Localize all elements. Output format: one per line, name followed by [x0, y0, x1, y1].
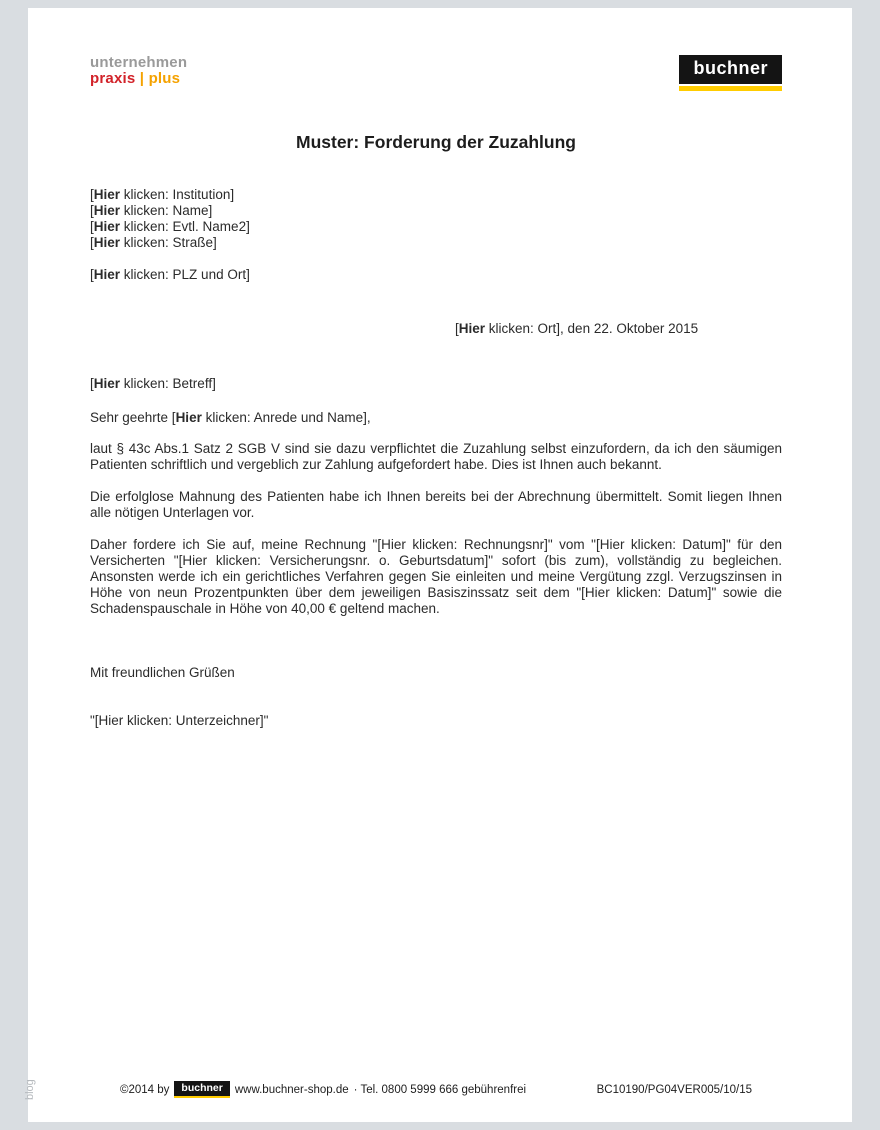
field-strasse[interactable] — [90, 235, 782, 251]
body-paragraph-2: Die erfolglose Mahnung des Patienten habe ich Ihnen bereits bei der Abrechnung übermittelt. Somit liegen Ihnen alle nötigen Unterlagen vor. — [90, 489, 782, 520]
placeholder-hier: Hier — [93, 187, 121, 202]
unternehmen-praxis-plus-logo — [90, 55, 187, 87]
placeholder-post: klicken: Evtl. Name2] — [120, 219, 250, 234]
placeholder-post: klicken: Betreff] — [120, 376, 216, 391]
logo-word-praxis: praxis — [90, 70, 136, 87]
field-betreff[interactable] — [90, 376, 782, 392]
document-code: BC10190/PG04VER005/10/15 — [596, 1083, 752, 1096]
placeholder-hier: Hier — [93, 376, 121, 391]
field-name[interactable] — [90, 203, 782, 219]
placeholder-pre: [ — [90, 235, 94, 250]
placeholder-hier: Hier — [93, 203, 121, 218]
letterhead — [28, 8, 852, 91]
buchner-logo — [679, 55, 782, 91]
field-institution[interactable] — [90, 187, 782, 203]
footer-website-link[interactable]: www.buchner-shop.de — [234, 1083, 349, 1096]
placeholder-post: klicken: Ort], den 22. Oktober 2015 — [485, 321, 699, 336]
field-plz-ort[interactable] — [90, 267, 782, 283]
logo-word-unternehmen: unternehmen — [90, 54, 188, 71]
body-paragraph-3: Daher fordere ich Sie auf, meine Rechnung "[Hier klicken: Rechnungsnr]" vom "[Hier klicken: Datum]" für den Versicherten "[Hier klicken: Versicherungsnr. o. Geburtsdatum]" sofort (bis zum), vollständig zu begleichen. Ansonsten werde ich ein gerichtliches Verfahren gegen Sie einleiten und meine Vergütung zzgl. Verzugszinsen in Höhe von neun Prozentpunkten über dem jeweiligen Basiszinssatz seit dem "[Hier klicken: Datum]" sowie die Schadenspauschale in Höhe von 40,00 € geltend machen. — [90, 537, 782, 616]
letter-title: Muster: Forderung der Zuzahlung — [296, 132, 576, 152]
placeholder-pre: Sehr geehrte [ — [90, 410, 176, 425]
placeholder-post: klicken: Name] — [120, 203, 213, 218]
logo-word-plus: plus — [148, 70, 181, 87]
placeholder-hier: Hier — [93, 219, 121, 234]
placeholder-post: klicken: PLZ und Ort] — [120, 267, 250, 282]
placeholder-post: klicken: Straße] — [120, 235, 217, 250]
placeholder-hier: Hier — [93, 267, 121, 282]
placeholder-hier: Hier — [458, 321, 486, 336]
salutation-line[interactable] — [90, 410, 782, 426]
copyright-text: ©2014 by — [120, 1083, 170, 1096]
letter-body — [28, 131, 852, 729]
closing-line: Mit freundlichen Grüßen — [90, 665, 235, 680]
field-unterzeichner[interactable]: "[Hier klicken: Unterzeichner]" — [90, 713, 269, 728]
logo-separator: | — [139, 70, 145, 87]
placeholder-pre: [ — [90, 203, 94, 218]
document-page — [28, 8, 852, 1122]
buchner-footer-logo: buchner — [174, 1081, 229, 1098]
body-paragraph-1: laut § 43c Abs.1 Satz 2 SGB V sind sie dazu verpflichtet die Zuzahlung selbst einzufordern, da ich den säumigen Patienten schriftlich und vergeblich zur Zahlung aufgefordert habe. Dies ist Ihnen auch bekannt. — [90, 441, 782, 472]
buchner-logo-text: buchner — [679, 55, 782, 84]
logo-line-praxis-plus — [90, 71, 187, 87]
recipient-address-block — [90, 187, 782, 251]
placeholder-pre: [ — [455, 321, 459, 336]
placeholder-pre: [ — [90, 267, 94, 282]
placeholder-pre: [ — [90, 376, 94, 391]
field-name2[interactable] — [90, 219, 782, 235]
placeholder-hier: Hier — [93, 235, 121, 250]
footer-publisher-info — [120, 1081, 526, 1098]
page-footer — [120, 1081, 752, 1098]
placeholder-post: klicken: Institution] — [120, 187, 235, 202]
placeholder-pre: [ — [90, 187, 94, 202]
date-line[interactable] — [90, 321, 782, 337]
footer-contact: · Tel. 0800 5999 666 gebührenfrei — [353, 1083, 527, 1096]
buchner-logo-accent-bar — [679, 86, 782, 91]
placeholder-hier: Hier — [175, 410, 202, 425]
placeholder-post: klicken: Anrede und Name], — [201, 410, 371, 425]
blog-watermark: blog — [24, 1079, 36, 1100]
placeholder-pre: [ — [90, 219, 94, 234]
